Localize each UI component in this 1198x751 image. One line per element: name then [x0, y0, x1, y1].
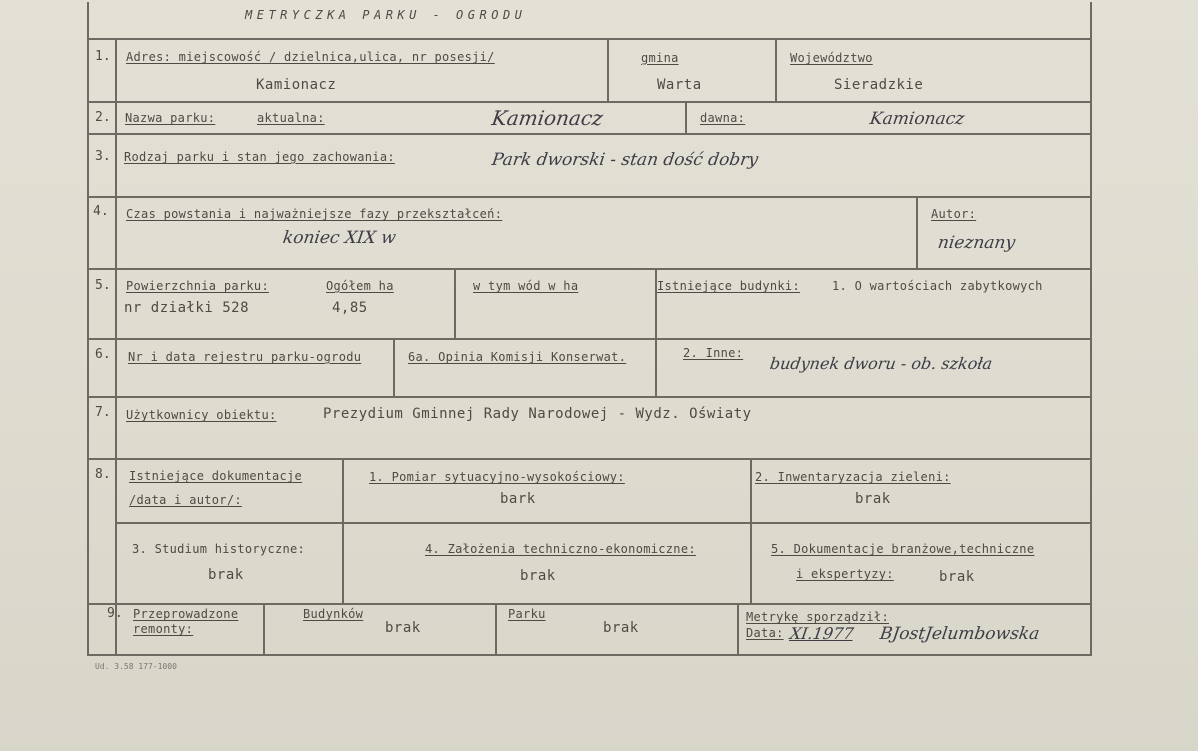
row9-top-line: [87, 603, 1092, 605]
row4-divider: [916, 196, 918, 268]
documentation-label-line1: Istniejące dokumentacje: [129, 469, 303, 483]
register-label: Nr i data rejestru parku-ogrodu: [128, 350, 362, 364]
buildings-label: Istniejące budynki:: [657, 279, 800, 293]
other-buildings-value: budynek dworu - ob. szkoła: [768, 354, 994, 373]
park-type-label: Rodzaj parku i stan jego zachowania:: [124, 150, 395, 164]
technical-economic-value: brak: [520, 568, 556, 584]
renovations-label-line1: Przeprowadzone: [133, 607, 239, 621]
date-label: Data:: [746, 626, 784, 640]
author-label: Autor:: [931, 207, 977, 221]
users-label: Użytkownicy obiektu:: [126, 408, 277, 422]
former-name-label: dawna:: [700, 111, 746, 125]
park-type-value: Park dworski - stan dość dobry: [490, 150, 760, 170]
branch-docs-label-line2: i ekspertyzy:: [796, 567, 894, 581]
row1-top-line: [87, 38, 1092, 40]
row9-divider-3: [737, 603, 739, 654]
row9-divider-1: [263, 603, 265, 654]
row5-top-line: [87, 268, 1092, 270]
row3-top-line: [87, 133, 1092, 135]
voivodeship-label: Województwo: [790, 51, 873, 65]
origin-value: koniec XIX w: [281, 228, 398, 248]
total-area-value: 4,85: [332, 300, 368, 316]
row8-divider-2: [750, 458, 752, 603]
row-number-6: 6.: [95, 347, 111, 362]
park-renovation-label: Parku: [508, 607, 546, 621]
other-buildings-label: 2. Inne:: [683, 346, 744, 360]
row-number-7: 7.: [95, 405, 111, 420]
row9-divider-2: [495, 603, 497, 654]
date-value: XI.1977: [788, 624, 855, 643]
plot-number-value: nr działki 528: [124, 300, 250, 316]
inventory-label: 2. Inwentaryzacja zieleni:: [755, 470, 951, 484]
renovations-label-line2: remonty:: [133, 622, 194, 636]
historic-buildings-item: 1. O wartościach zabytkowych: [832, 279, 1043, 293]
row-number-5: 5.: [95, 278, 111, 293]
gmina-label: gmina: [641, 51, 679, 65]
row8-divider-1: [342, 458, 344, 603]
current-name-label: aktualna:: [257, 111, 325, 125]
number-column-line: [115, 38, 117, 654]
address-value: Kamionacz: [256, 77, 337, 93]
documentation-label-line2: /data i autor/:: [129, 493, 242, 507]
gmina-value: Warta: [657, 77, 702, 93]
branch-docs-value: brak: [939, 569, 975, 585]
area-label: Powierzchnia parku:: [126, 279, 269, 293]
origin-label: Czas powstania i najważniejsze fazy przekształceń:: [126, 207, 503, 221]
park-name-label: Nazwa parku:: [125, 111, 216, 125]
row-number-8: 8.: [95, 467, 111, 482]
prepared-by-label: Metrykę sporządził:: [746, 610, 889, 624]
row-number-3: 3.: [95, 149, 111, 164]
print-code: Ud. 3.58 177-1000: [95, 662, 177, 671]
row4-top-line: [87, 196, 1092, 198]
history-study-value: brak: [208, 567, 244, 583]
address-label: Adres: miejscowość / dzielnica,ulica, nr posesji/: [126, 50, 495, 64]
survey-label: 1. Pomiar sytuacyjno-wysokościowy:: [369, 470, 625, 484]
row-number-9: 9.: [107, 606, 123, 621]
conservator-opinion-label: 6a. Opinia Komisji Konserwat.: [408, 350, 627, 364]
row-number-1: 1.: [95, 49, 111, 64]
park-renovation-value: brak: [603, 620, 639, 636]
row1-divider-2: [775, 38, 777, 101]
former-name-value: Kamionacz: [868, 109, 966, 129]
users-value: Prezydium Gminnej Rady Narodowej - Wydz. Oświaty: [323, 406, 752, 422]
row6-divider-2: [655, 338, 657, 396]
total-area-label: Ogółem ha: [326, 279, 394, 293]
row7-top-line: [87, 396, 1092, 398]
row5-divider-1: [454, 268, 456, 338]
form-title: METRYCZKA PARKU - OGRODU: [245, 8, 527, 22]
author-value: nieznany: [936, 233, 1017, 253]
history-study-label: 3. Studium historyczne:: [132, 542, 306, 556]
row2-top-line: [87, 101, 1092, 103]
inventory-value: brak: [855, 491, 891, 507]
current-name-value: Kamionacz: [490, 106, 605, 130]
signature: BJostJelumbowska: [878, 624, 1041, 644]
row8-mid-line: [115, 522, 1092, 524]
bottom-border: [87, 654, 1092, 656]
row6-top-line: [87, 338, 1092, 340]
row6-divider-1: [393, 338, 395, 396]
row8-top-line: [87, 458, 1092, 460]
row-number-4: 4.: [93, 204, 109, 219]
buildings-renovation-value: brak: [385, 620, 421, 636]
row2-divider: [685, 101, 687, 133]
survey-value: bark: [500, 491, 536, 507]
branch-docs-label-line1: 5. Dokumentacje branżowe,techniczne: [771, 542, 1035, 556]
voivodeship-value: Sieradzkie: [834, 77, 924, 93]
row1-divider-1: [607, 38, 609, 101]
buildings-renovation-label: Budynków: [303, 607, 364, 621]
water-area-label: w tym wód w ha: [473, 279, 579, 293]
technical-economic-label: 4. Założenia techniczno-ekonomiczne:: [425, 542, 696, 556]
row-number-2: 2.: [95, 110, 111, 125]
